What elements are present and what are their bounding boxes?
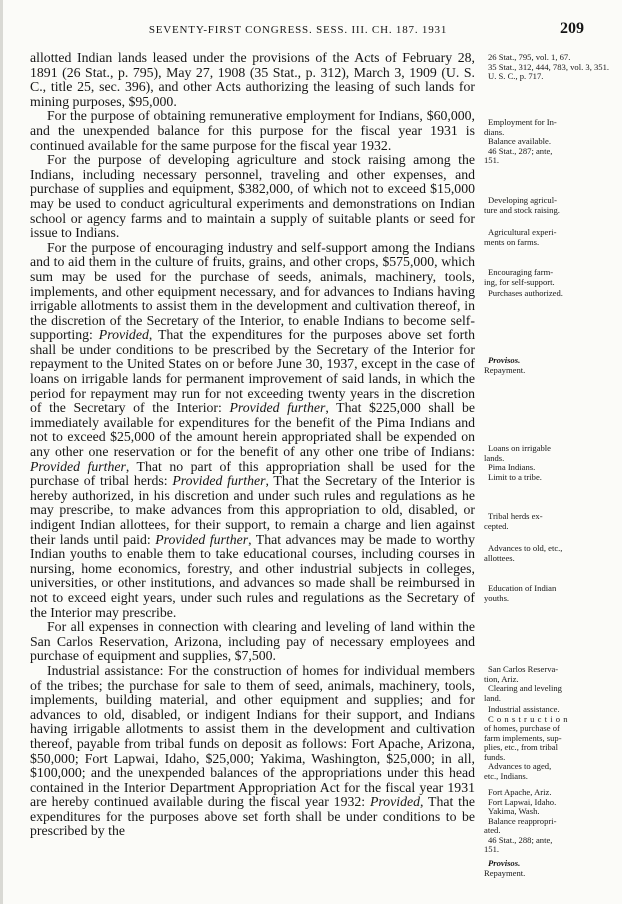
margin-note-line: 46 Stat., 288; ante, bbox=[488, 835, 553, 845]
margin-note-line: Balance reappropri- bbox=[488, 816, 557, 826]
margin-note-line: Purchases authorized. bbox=[488, 289, 563, 298]
margin-note-experiments bbox=[484, 228, 616, 247]
margin-note-line: dians. bbox=[484, 127, 505, 137]
page-number: 209 bbox=[560, 20, 584, 37]
margin-note-line: youths. bbox=[484, 593, 510, 603]
running-head: SEVENTY-FIRST CONGRESS. SESS. III. CH. 187. 1931 bbox=[148, 24, 448, 36]
margin-note-advances bbox=[484, 544, 616, 563]
margin-note-line: Pima Indians. bbox=[488, 463, 536, 472]
margin-note-line: ing, for self-support. bbox=[484, 277, 555, 287]
body-paragraph: For all expenses in connection with clearing and leveling of land within the San Carlos Reservation, Arizona, including pay of necessary employees and purchase of equipment and supplies, $7,500. bbox=[30, 619, 475, 664]
margin-note-line: ments on farms. bbox=[484, 237, 540, 247]
margin-note-line: etc., Indians. bbox=[484, 771, 528, 781]
margin-note-line: Provisos. bbox=[488, 356, 521, 365]
body-paragraph: Industrial assistance: For the construction of homes for individual members of the tribes; the purchase for sale to them of seed, animals, machinery, tools, implements, building material, and other equipment and supplies; and for advances to old, disabled, or indigent Indians for their support, and Indians having irrigable allotments to assist them in the development and cultivation thereof, payable from tribal funds on deposit as follows: Fort Apache, Arizona, $50,000; Fort Lapwai, Idaho, $25,000; Yakima, Washington, $25,000; in all, $100,000; and the unexpended balances of the appropriations under this head contained in the Interior Department Appropriation Act for the fiscal year 1931 are hereby continued available during the fiscal year 1932: Provided, That the expenditures for the purposes above set forth shall be under conditions to be prescribed by the bbox=[30, 662, 475, 839]
margin-note-line: Fort Apache, Ariz. bbox=[488, 788, 552, 797]
margin-note-line: funds. bbox=[484, 752, 506, 762]
margin-note-san-carlos bbox=[484, 665, 616, 703]
margin-note-line: tion, Ariz. bbox=[484, 674, 519, 684]
margin-note-line: Balance available. bbox=[488, 137, 551, 146]
margin-note-line: Developing agricul- bbox=[488, 196, 557, 205]
margin-note-employment bbox=[484, 118, 616, 166]
margin-note-education bbox=[484, 584, 616, 603]
main-text-column bbox=[30, 51, 475, 839]
margin-note-purchases bbox=[484, 289, 616, 299]
margin-note-line: Construction bbox=[488, 714, 571, 724]
margin-note-line: 35 Stat., 312, 444, 783, vol. 3, 351. bbox=[488, 62, 610, 72]
margin-note-line: Education of Indian bbox=[488, 584, 557, 593]
margin-note-line: Advances to old, etc., bbox=[488, 544, 563, 553]
margin-note-locations bbox=[484, 788, 616, 855]
margin-note-line: lands. bbox=[484, 453, 505, 463]
page-spine-shadow bbox=[0, 0, 3, 904]
margin-note-line: land. bbox=[484, 693, 501, 703]
margin-note-line: 46 Stat., 287; ante, bbox=[488, 146, 553, 156]
margin-note-line: ated. bbox=[484, 826, 501, 835]
margin-note-line: Provisos. bbox=[488, 859, 521, 868]
margin-note-line: 151. bbox=[484, 156, 500, 165]
margin-note-line: Industrial assistance. bbox=[488, 705, 560, 714]
margin-note-line: cepted. bbox=[484, 521, 509, 531]
margin-note-line: 151. bbox=[484, 845, 500, 854]
margin-note-line: Repayment. bbox=[484, 868, 526, 878]
margin-note-citation bbox=[484, 53, 616, 82]
margin-note-line: allottees. bbox=[484, 553, 515, 563]
margin-note-provisos-2 bbox=[484, 859, 616, 878]
margin-note-line: Advances to aged, bbox=[488, 762, 552, 771]
margin-note-tribal-herds bbox=[484, 512, 616, 531]
margin-note-agriculture bbox=[484, 196, 616, 215]
margin-note-farming bbox=[484, 268, 616, 287]
margin-note-line: Tribal herds ex- bbox=[488, 512, 543, 521]
page-header bbox=[0, 0, 622, 40]
margin-note-industrial bbox=[484, 705, 616, 781]
margin-note-line: Loans on irrigable bbox=[488, 444, 552, 453]
margin-note-line: Encouraging farm- bbox=[488, 268, 554, 277]
body-paragraph: allotted Indian lands leased under the provisions of the Acts of February 28, 1891 (26 Stat., p. 795), May 27, 1908 (35 Stat., p. 312), March 3, 1909 (U. S. C., title 25, sec. 396), and other Acts authorizing the leasing of such lands for mining purposes, $95,000. bbox=[30, 50, 475, 109]
margin-note-line: San Carlos Reserva- bbox=[488, 665, 559, 674]
body-paragraph: For the purpose of developing agriculture and stock raising among the Indians, including necessary personnel, traveling and other expenses, and purchase of supplies and equipment, $382,000, of which not to exceed $15,000 may be used to conduct agricultural experiments and demonstrations on Indian school or agency farms and to maintain a supply of suitable plants or seed for issue to Indians. bbox=[30, 152, 475, 241]
margin-note-line: Fort Lapwai, Idaho. bbox=[488, 797, 557, 807]
body-paragraph: For the purpose of encouraging industry and self-support among the Indians and to aid them in the culture of fruits, grains, and other crops, $575,000, which sum may be used for the purchase of seeds, animals, machinery, tools, implements, and other equipment necessary, and for advances to Indians having irrigable allotments to assist them in the development and cultivation thereof, in the discretion of the Secretary of the Interior, to enable Indians to become self-supporting: Provided, That the expenditures for the purposes above set forth shall be under conditions to be prescribed by the Secretary of the Interior for repayment to the United States on or before June 30, 1937, except in the case of loans on irrigable lands for permanent improvement of said lands, in which the period for repayment may run for not exceeding twenty years in the discretion of the Secretary of the Interior: Provided further, That $225,000 shall be immediately available for expenditures for the benefit of the Pima Indians and not to exceed $25,000 of the amount herein appropriated shall be expended on any other one reservation or for the benefit of any other one tribe of Indians: Provided further, That no part of this appropriation shall be used for the purchase of tribal herds: Provided further, That the Secretary of the Interior is hereby authorized, in his discretion and under such rules and regulations as he may prescribe, to make advances from this appropriation to old, disabled, or indigent Indian allottees, for their support, to remain a charge and lien against their lands until paid: Provided further, That advances may be made to worthy Indian youths to enable them to take educational courses, including courses in nursing, home economics, forestry, and other industrial subjects in colleges, universities, or other institutions, and advances so made shall be reimbursed in not to exceed eight years, under such rules and regulations as the Secretary of the Interior may prescribe. bbox=[30, 239, 476, 620]
margin-note-provisos bbox=[484, 356, 616, 375]
margin-note-line: farm implements, sup- bbox=[484, 733, 562, 743]
body-paragraph: For the purpose of obtaining remunerative employment for Indians, $60,000, and the unexpended balance for this purpose for the fiscal year 1931 is continued available for the same purpose for the fiscal year 1932. bbox=[30, 108, 475, 153]
margin-note-line: Yakima, Wash. bbox=[488, 807, 540, 816]
margin-note-line: Clearing and leveling bbox=[488, 684, 562, 693]
margin-note-line: Limit to a tribe. bbox=[488, 472, 542, 482]
margin-note-loans bbox=[484, 444, 616, 482]
margin-note-line: Agricultural experi- bbox=[488, 228, 557, 237]
margin-note-line: of homes, purchase of bbox=[484, 724, 560, 733]
margin-note-line: plies, etc., from tribal bbox=[484, 743, 558, 752]
margin-note-line: Repayment. bbox=[484, 365, 526, 375]
margin-note-line: U. S. C., p. 717. bbox=[488, 72, 544, 81]
margin-note-line: Employment for In- bbox=[488, 118, 557, 127]
margin-note-line: 26 Stat., 795, vol. 1, 67. bbox=[488, 53, 571, 62]
margin-note-line: ture and stock raising. bbox=[484, 205, 560, 215]
